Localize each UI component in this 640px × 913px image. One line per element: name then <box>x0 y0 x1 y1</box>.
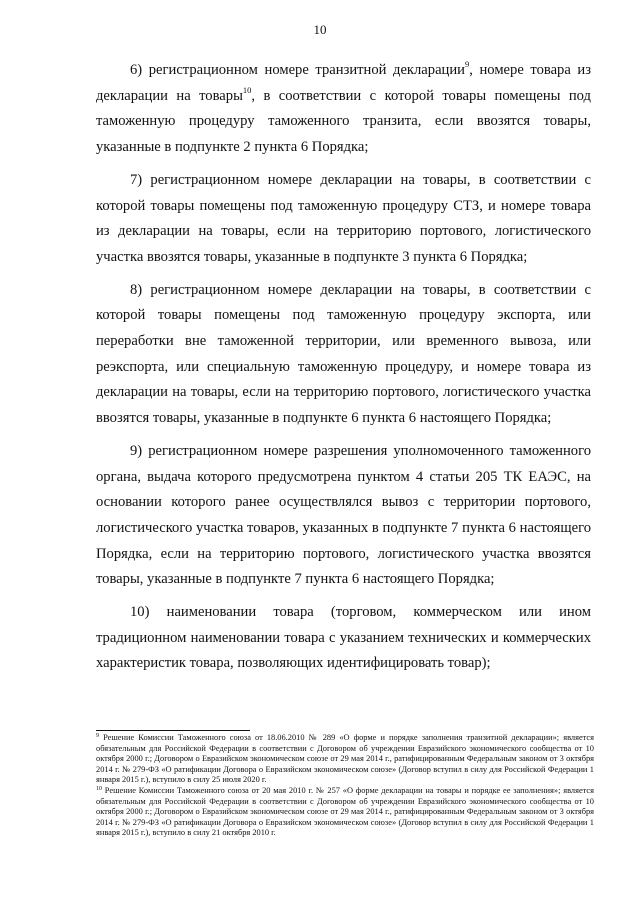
footnote-mark: 10 <box>96 785 102 792</box>
footnote-9 <box>96 733 594 786</box>
footnote-reference[interactable]: 10 <box>242 84 252 95</box>
paragraph-item-10: 10) наименовании товара (торговом, коммерческом или ином традиционном наименовании товара с указанием технических и коммерческих характеристик товара, позволяющих идентифицировать товар); <box>96 604 591 672</box>
footnote-separator <box>96 730 250 731</box>
paragraph-text: 6) регистрационном номере транзитной декларации <box>130 62 465 78</box>
paragraph-text: , в соответствии с которой товары помещены под таможенную процедуру таможенного транзита, если ввозятся товары, указанные в подпункте 2 пункта 6 Порядка; <box>96 87 591 156</box>
document-body <box>96 58 591 684</box>
paragraph-item-8: 8) регистрационном номере декларации на товары, в соответствии с которой товары помещены под таможенную процедуру экспорта, или переработки вне таможенной территории, или временного вывоза, или реэкспорта, или специальную таможенную процедуру, и номере товара из декларации на товары, если на территорию портового, логистического участка ввозятся товары, указанные в подпункте 6 пункта 6 настоящего Порядка; <box>96 281 591 427</box>
page-number: 10 <box>313 22 327 37</box>
paragraph-item-6 <box>96 58 591 161</box>
footnote-text: Решение Комиссии Таможенного союза от 18.06.2010 № 289 «О форме и порядке заполнения транзитной декларации»; является обязательным для Российской Федерации в соответствии с Договором об учреждении Евразийского экономического сообщества от 10 октября 2000 г.; Договором о Евразийском экономическом союзе от 29 мая 2014 г., ратифицированным Федеральным законом от 3 октября 2014 г. № 279-ФЗ «О ратификации Договора о Евразийском экономическом союзе» (Договор вступил в силу для Российской Федерации 1 января 2015 г.), вступило в силу 25 июля 2020 г. <box>96 733 594 785</box>
footnote-text: Решение Комиссии Таможенного союза от 20 мая 2010 г. № 257 «О форме декларации на товары и порядке ее заполнения»; является обязательным для Российской Федерации в соответствии с Договором об учреждении Евразийского экономического сообщества от 10 октября 2000 г.; Договором о Евразийском экономическом союзе от 29 мая 2014 г., ратифицированным Федеральным законом от 3 октября 2014 г. № 279-ФЗ «О ратификации Договора о Евразийском экономическом союзе» (Договор вступил в силу для Российской Федерации 1 января 2015 г.), вступило в силу 21 октября 2010 г. <box>96 785 594 838</box>
footnote-10 <box>96 786 594 839</box>
footnote-reference[interactable]: 9 <box>465 59 470 69</box>
paragraph-item-9: 9) регистрационном номере разрешения уполномоченного таможенного органа, выдача которого предусмотрена пунктом 4 статьи 205 ТК ЕАЭС, на основании которого ранее осуществлялся вывоз с территории портового, логистического участка товаров, указанных в подпункте 7 пункта 6 настоящего Порядка, если на территорию портового, логистического участка ввозятся товары, указанные в подпункте 7 пункта 6 настоящего Порядка; <box>96 442 591 588</box>
paragraph-text: , номере товара из декларации на товары <box>96 62 592 104</box>
footnote-mark: 9 <box>96 733 99 739</box>
paragraph-item-7: 7) регистрационном номере декларации на товары, в соответствии с которой товары помещены под таможенную процедуру СТЗ, и номере товара из декларации на товары, если на территорию портового, логистического участка ввозятся товары, указанные в подпункте 3 пункта 6 Порядка; <box>96 171 591 265</box>
footnotes <box>96 733 594 839</box>
